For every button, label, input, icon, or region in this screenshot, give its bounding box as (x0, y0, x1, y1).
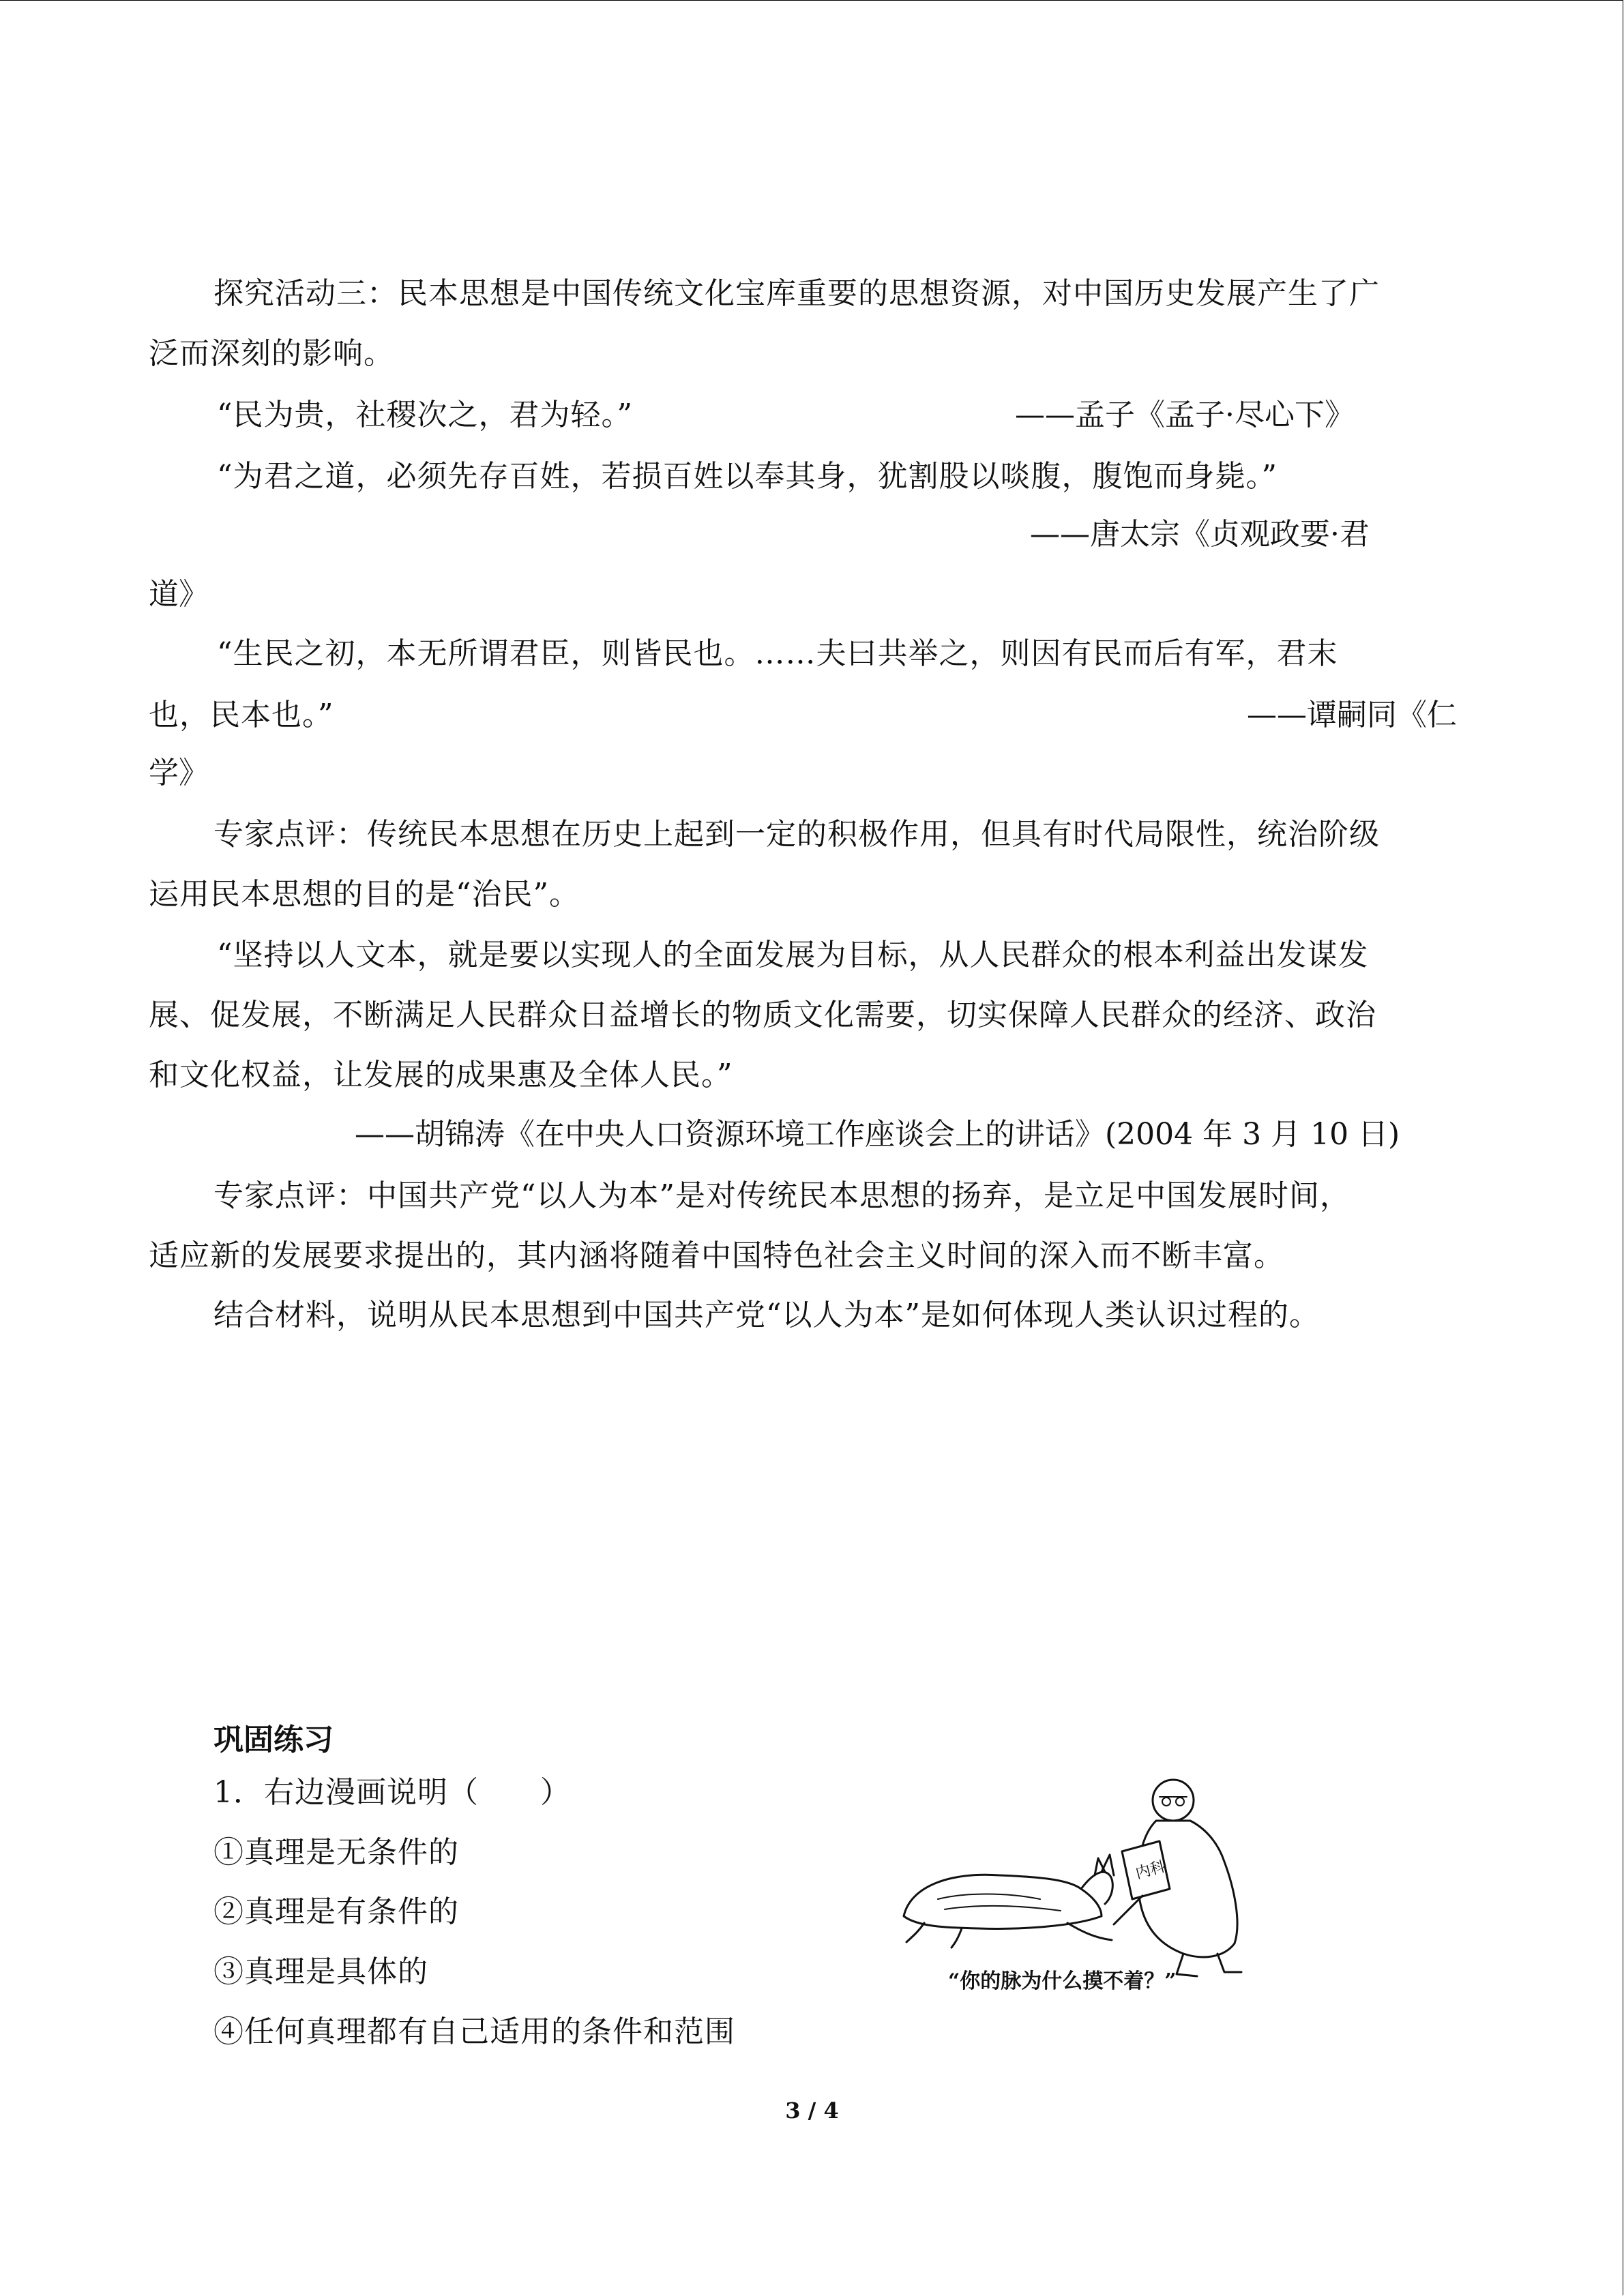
expert-comment-2-line1: 专家点评：中国共产党“以人为本”是对传统民本思想的扬弃，是立足中国发展时间， (213, 1178, 1350, 1213)
doctor-head (1153, 1780, 1194, 1821)
quote-taizong: “为君之道，必须先存百姓，若损百姓以奉其身，犹割股以啖腹，腹饱而身毙。” (217, 459, 1278, 494)
quote-tan-source-cont: 学》 (149, 756, 209, 790)
animal-shading (938, 1894, 1061, 1911)
quote-taizong-source-cont: 道》 (149, 577, 209, 612)
expert-comment-1-line2: 运用民本思想的目的是“治民”。 (149, 877, 580, 912)
doctor-cartoon-illustration (897, 1759, 1252, 1991)
quote-hu-source: ——胡锦涛《在中央人口资源环境工作座谈会上的讲话》(2004 年 3 月 10 日) (355, 1117, 1400, 1152)
medical-book-label: 内科 (1134, 1858, 1168, 1883)
practice-option-2: ②真理是有条件的 (213, 1894, 459, 1929)
animal-head (1081, 1872, 1112, 1904)
quote-hu-line1: “坚持以人文本，就是要以实现人的全面发展为目标，从人民群众的根本利益出发谋发 (217, 938, 1369, 972)
cartoon-caption: “你的脉为什么摸不着？” (948, 1969, 1177, 1993)
activity-intro-line1: 探究活动三：民本思想是中国传统文化宝库重要的思想资源，对中国历史发展产生了广 (213, 276, 1380, 311)
animal-front-leg (1067, 1923, 1112, 1940)
doctor-arm (1114, 1896, 1142, 1924)
quote-taizong-source: ——唐太宗《贞观政要·君 (1030, 517, 1370, 552)
quote-mencius: “民为贵，社稷次之，君为轻。” (217, 398, 633, 432)
expert-comment-1-line1: 专家点评：传统民本思想在历史上起到一定的积极作用，但具有时代局限性，统治阶级 (213, 817, 1380, 852)
practice-question: 1．右边漫画说明（ ） (213, 1775, 571, 1810)
practice-option-4: ④任何真理都有自己适用的条件和范围 (213, 2014, 735, 2049)
quote-tan-line2: 也，民本也。” (149, 698, 334, 732)
quote-hu-line3: 和文化权益，让发展的成果惠及全体人民。” (149, 1058, 733, 1092)
animal-body (904, 1875, 1102, 1928)
activity-intro-line2: 泛而深刻的影响。 (149, 336, 394, 371)
quote-hu-line2: 展、促发展，不断满足人民群众日益增长的物质文化需要，切实保障人民群众的经济、政治 (149, 998, 1376, 1032)
practice-heading: 巩固练习 (213, 1723, 334, 1757)
activity-task: 结合材料，说明从民本思想到中国共产党“以人为本”是如何体现人类认识过程的。 (213, 1298, 1320, 1332)
practice-option-1: ①真理是无条件的 (213, 1835, 459, 1870)
quote-tan-source: ——谭嗣同《仁 (1247, 698, 1457, 732)
expert-comment-2-line2: 适应新的发展要求提出的，其内涵将随着中国特色社会主义时间的深入而不断丰富。 (149, 1238, 1284, 1273)
quote-tan-line1: “生民之初，本无所谓君臣，则皆民也。……夫曰共举之，则因有民而后有军，君末 (217, 636, 1338, 671)
quote-mencius-source: ——孟子《孟子·尽心下》 (1015, 398, 1355, 432)
practice-option-3: ③真理是具体的 (213, 1954, 428, 1989)
page-number: 3 / 4 (785, 2098, 839, 2123)
